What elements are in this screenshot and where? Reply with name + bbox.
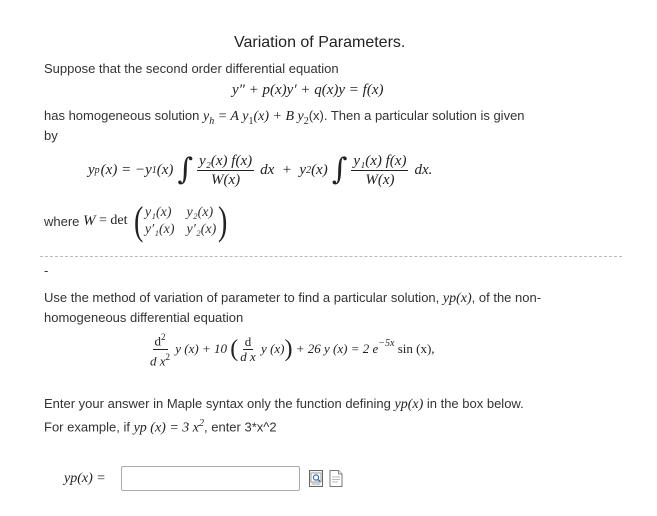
ode-left-paren: ( xyxy=(230,335,239,362)
y1-sub-formula: 1 xyxy=(151,164,157,176)
wronskian-label: where xyxy=(44,213,84,229)
intro-line-2-post: (x). Then a particular solution is given xyxy=(308,108,525,123)
intro-line-2-eq xyxy=(214,109,309,127)
ode-term-3: + 26 y (x) = 2 e xyxy=(292,341,379,356)
problem-line-1-pre: Use the method of variation of parameter to find a particular solution, xyxy=(44,290,443,305)
matrix-r2c2: y′₂(x) xyxy=(186,222,217,237)
matrix-r1c1: y₁(x) xyxy=(144,205,172,220)
y1-sub: 1 xyxy=(248,115,254,127)
ode-term-4: sin (x), xyxy=(394,341,435,356)
matrix-left-paren: ( xyxy=(133,198,143,243)
preview-icon[interactable] xyxy=(309,470,323,487)
example-math: yp (x) = 3 x xyxy=(133,420,200,436)
ode-right-paren: ) xyxy=(284,335,293,362)
problem-ode xyxy=(148,330,435,368)
yh-base: y xyxy=(203,109,210,124)
matrix-r2c1: y′₁(x) xyxy=(144,222,175,237)
eq-a: = A y xyxy=(214,109,249,124)
problem-yp: yp(x) xyxy=(442,291,472,306)
formula-y2-arg: (x) xyxy=(311,161,328,178)
particular-solution-formula xyxy=(88,150,432,190)
divider-dash: - xyxy=(44,263,49,278)
wronskian-w: W xyxy=(83,212,96,229)
instructions-line-2 xyxy=(44,418,277,436)
matrix-grid xyxy=(145,204,216,238)
instructions-yp: yp(x) xyxy=(394,397,424,412)
formula-y1-arg: (x) xyxy=(156,161,174,178)
y2-sub: 2 xyxy=(303,115,309,127)
wronskian-matrix xyxy=(132,198,230,243)
instructions-line-1-post: in the box below. xyxy=(423,396,524,411)
intro-line-1: Suppose that the second order differential equation xyxy=(44,61,339,76)
intro-line-3: by xyxy=(44,128,58,143)
d2-den-sup: 2 xyxy=(165,351,171,362)
d-numerator: d xyxy=(244,333,252,349)
first-derivative-operator xyxy=(238,335,258,364)
example-sup: 2 xyxy=(199,418,205,429)
ode-term-1: y (x) + 10 xyxy=(172,341,231,356)
fraction-1-numerator: y₂(x) f(x) xyxy=(199,152,253,169)
d2-numerator xyxy=(153,330,168,349)
instructions-line-2-post: , enter 3*x^2 xyxy=(204,419,277,435)
d2-denominator xyxy=(148,350,172,368)
problem-line-1 xyxy=(44,290,541,307)
matrix-right-paren: ) xyxy=(218,198,228,243)
problem-line-2: homogeneous differential equation xyxy=(44,310,244,325)
answer-input[interactable] xyxy=(121,466,300,491)
wronskian-det: = det xyxy=(95,213,128,228)
answer-label: yp(x) = xyxy=(64,471,106,486)
ode-exponent: −5x xyxy=(378,337,395,349)
ode-term-2: y (x) xyxy=(257,341,285,356)
fraction-2-numerator: y₁(x) f(x) xyxy=(353,152,407,169)
yp-base: y xyxy=(88,161,95,178)
y2-sub-formula: 2 xyxy=(306,164,312,176)
instructions-line-1 xyxy=(44,396,524,413)
second-derivative-operator xyxy=(148,330,172,368)
formula-lhs-arg: (x) = −y xyxy=(100,161,152,178)
section-divider xyxy=(40,256,622,257)
intro-line-2-pre: has homogeneous solution xyxy=(44,108,204,123)
eq-b: (x) + B y xyxy=(253,109,304,124)
fraction-2 xyxy=(351,152,408,189)
instructions-line-2-pre: For example, if xyxy=(44,419,134,435)
integral-sign-1: ∫ xyxy=(177,152,194,187)
problem-line-1-post: , of the non- xyxy=(471,290,542,305)
fraction-1-denominator: W(x) xyxy=(211,171,241,188)
d2-num-sup: 2 xyxy=(161,332,166,343)
wronskian-definition xyxy=(44,199,230,243)
intro-equation: y″ + p(x)y′ + q(x)y = f(x) xyxy=(232,82,384,98)
matrix-r1c2: y₂(x) xyxy=(186,205,214,220)
yh-sub: h xyxy=(209,115,215,127)
intro-line-2 xyxy=(44,108,525,127)
d-denominator: d x xyxy=(240,348,256,364)
formula-dx-2: dx. xyxy=(414,161,433,178)
yh-symbol xyxy=(203,109,215,127)
formula-dx-1: dx + y xyxy=(260,161,307,178)
help-document-icon[interactable] xyxy=(329,470,343,487)
d2-den-dx: d x xyxy=(150,352,166,368)
instructions-line-1-pre: Enter your answer in Maple syntax only the function defining xyxy=(44,396,395,411)
yp-sub: p xyxy=(94,164,100,176)
page-title: Variation of Parameters. xyxy=(234,34,406,51)
fraction-2-denominator: W(x) xyxy=(365,171,395,188)
fraction-1 xyxy=(197,152,254,189)
d2-num-d: d xyxy=(154,333,162,349)
integral-sign-2: ∫ xyxy=(331,152,348,187)
